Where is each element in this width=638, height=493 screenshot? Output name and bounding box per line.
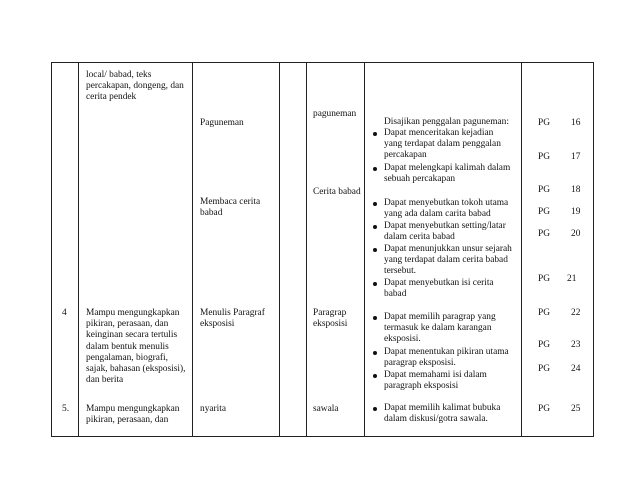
question-number: 19 — [571, 207, 581, 217]
row-number: 4 — [62, 308, 67, 318]
bullet-icon — [373, 167, 377, 171]
indicator-intro: Disajikan penggalan paguneman: — [384, 117, 509, 127]
question-number: 25 — [571, 404, 581, 414]
bullet-icon — [373, 132, 377, 136]
question-number: 16 — [571, 118, 581, 128]
question-number: 24 — [571, 364, 581, 374]
question-form: PG — [538, 229, 550, 239]
indicator-item: Dapat memahami isi dalam paragraph eksposisi — [373, 370, 487, 392]
column-divider — [364, 62, 365, 437]
bullet-icon — [373, 282, 377, 286]
material-cell: Membaca cerita babad — [200, 197, 261, 219]
bullet-icon — [373, 225, 377, 229]
column-divider — [279, 62, 280, 437]
indicator-item: Dapat menentukan pikiran utama paragrap eksposisi. — [373, 347, 509, 369]
indicator-item: Dapat menyebutkan isi cerita babad — [373, 278, 494, 300]
question-number: 23 — [571, 340, 581, 350]
question-form: PG — [538, 185, 550, 195]
indicator-item: Dapat memilih paragrap yang termasuk ke dalam karangan eksposisi. — [373, 312, 496, 346]
sub-material-cell: sawala — [313, 404, 339, 414]
indicator-item: Dapat menyebutkan setting/latar dalam cerita babad — [373, 221, 506, 243]
bullet-icon — [373, 351, 377, 355]
question-form: PG — [538, 274, 550, 284]
bullet-icon — [373, 316, 377, 320]
competency-cell: Mampu mengungkapkan pikiran, perasaan, dan keinginan secara tertulis dalam bentuk menulis pengalaman, biografi, sajak, bahasan (eksposisi), dan berita — [86, 308, 186, 386]
indicator-item: Dapat menceritakan kejadian yang terdapat dalam penggalan percakapan — [373, 128, 501, 162]
bullet-icon — [373, 407, 377, 411]
question-number: 17 — [571, 152, 581, 162]
question-number: 22 — [571, 308, 581, 318]
question-form: PG — [538, 364, 550, 374]
indicator-item: Dapat melengkapi kalimah dalam sebuah percakapan — [373, 163, 510, 185]
column-divider — [306, 62, 307, 437]
indicator-item: Dapat memilih kalimat bubuka dalam diskusi/gotra sawala. — [373, 403, 500, 425]
question-form: PG — [538, 118, 550, 128]
question-number: 21 — [567, 274, 577, 284]
indicator-text: local/ babad, teks percakapan, dongeng, dan cerita pendek — [86, 70, 184, 103]
question-form: PG — [538, 404, 550, 414]
bullet-icon — [373, 374, 377, 378]
question-form: PG — [538, 308, 550, 318]
sub-material-cell: Cerita babad — [313, 187, 361, 197]
competency-cell: Mampu mengungkapkan pikiran, perasaan, dan — [86, 404, 180, 426]
question-form: PG — [538, 207, 550, 217]
bullet-icon — [373, 202, 377, 206]
row-number: 5. — [62, 404, 70, 414]
column-divider — [78, 62, 79, 437]
question-number: 18 — [571, 185, 581, 195]
indicator-item: Dapat menyebutkan tokoh utama yang ada dalam carita babad — [373, 198, 508, 220]
question-form: PG — [538, 340, 550, 350]
material-cell: Menulis Paragraf eksposisi — [200, 308, 265, 330]
column-divider — [521, 62, 522, 437]
material-cell: nyarita — [200, 404, 227, 414]
sub-material-cell: Paragrap eksposisi — [313, 308, 348, 330]
column-divider — [192, 62, 193, 437]
indicator-item: Dapat menunjukkan unsur sejarah yang terdapat dalam cerita babad tersebut. — [373, 244, 512, 278]
material-cell: Paguneman — [200, 118, 244, 128]
question-form: PG — [538, 152, 550, 162]
question-number: 20 — [571, 229, 581, 239]
sub-material-cell: paguneman — [313, 109, 357, 119]
bullet-icon — [373, 248, 377, 252]
